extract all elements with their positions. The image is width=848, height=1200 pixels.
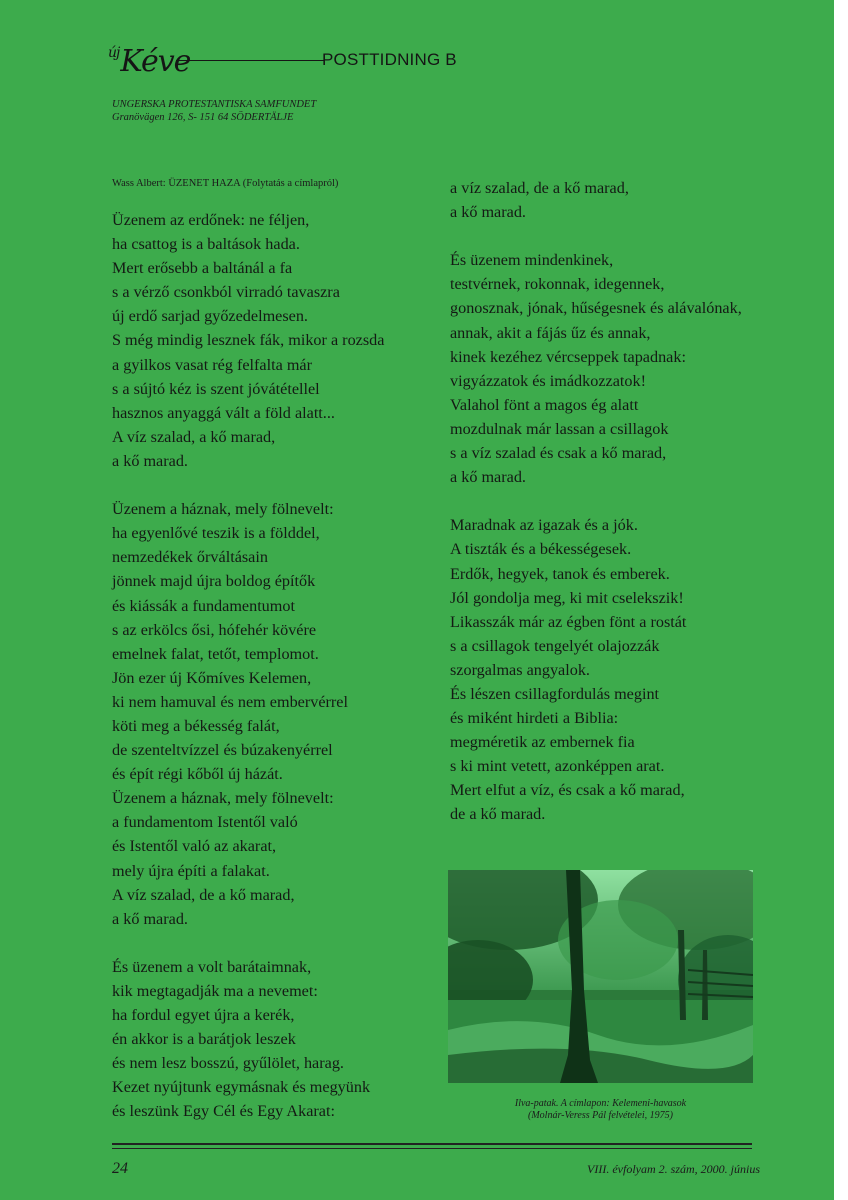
- photo-caption: [448, 1098, 753, 1122]
- poem-line: És lészen csillagfordulás megint: [450, 684, 660, 703]
- photo-caption-line1: Ilva-patak. A címlapon: Kelemeni-havasok: [514, 1098, 687, 1109]
- poem-line: Valahol fönt a magos ég alatt: [450, 395, 639, 414]
- poem-line: s a csillagok tengelyét olajozzák: [450, 636, 660, 655]
- poem-line: Üzenem az erdőnek: ne féljen,: [112, 211, 310, 229]
- poem-line: de szenteltvízzel és búzakenyérrel: [112, 741, 333, 760]
- poem-line: A víz szalad, a kő marad,: [112, 427, 276, 446]
- poem-left-column: [112, 208, 384, 1124]
- poem-line: Üzenem a háznak, mely fölnevelt:: [112, 500, 334, 519]
- poem-line: Maradnak az igazak és a jók.: [450, 516, 638, 535]
- poem-line: s ki mint vetett, azonképpen arat.: [450, 757, 665, 776]
- stanza-gap: [112, 473, 384, 497]
- poem-line: Üzenem a háznak, mely fölnevelt:: [112, 789, 334, 808]
- issue-info: VIII. évfolyam 2. szám, 2000. június: [587, 1162, 760, 1176]
- poem-line: gonosznak, jónak, hűségesnek és alávalónak,: [450, 299, 742, 318]
- poem-line: mozdulnak már lassan a csillagok: [450, 419, 669, 438]
- photo-caption-line2: (Molnár-Veress Pál felvételei, 1975): [528, 1110, 673, 1121]
- postal-label: POSTTIDNING B: [322, 50, 457, 69]
- logo: [108, 44, 190, 79]
- org-block: [112, 98, 316, 124]
- stanza-gap: [450, 224, 742, 248]
- poem-line: s a vérző csonkból virradó tavaszra: [112, 283, 340, 302]
- poem-line: Mert elfut a víz, és csak a kő marad,: [450, 781, 685, 800]
- poem-line: és épít régi kőből új házát.: [112, 765, 283, 784]
- poem-line: én akkor is a barátjok leszek: [112, 1030, 296, 1049]
- logo-main-text: Kéve: [120, 44, 191, 79]
- poem-line: Jól gondolja meg, ki mit cselekszik!: [450, 588, 684, 607]
- poem-line: s a sújtó kéz is szent jóvátétellel: [112, 379, 320, 398]
- stanza-gap: [450, 489, 742, 513]
- poem-line: mely újra építi a falakat.: [112, 861, 270, 880]
- poem-line: s az erkölcs ősi, hófehér kövére: [112, 620, 317, 639]
- footer-rule-thin: [112, 1148, 752, 1149]
- poem-line: új erdő sarjad győzedelmesen.: [112, 307, 308, 326]
- poem-line: A tiszták és a békességesek.: [450, 540, 632, 559]
- poem-line: S még mindig lesznek fák, mikor a rozsda: [112, 331, 385, 350]
- poem-line: a kő marad.: [450, 203, 526, 222]
- org-address: Granövägen 126, S- 151 64 SÖDERTÄLJE: [112, 112, 294, 123]
- poem-line: testvérnek, rokonnak, idegennek,: [450, 275, 665, 294]
- stanza-gap: [112, 931, 384, 955]
- poem-line: a fundamentom Istentől való: [112, 813, 298, 832]
- poem-line: ki nem hamuval és nem embervérrel: [112, 692, 348, 711]
- poem-line: Kezet nyújtunk egymásnak és megyünk: [112, 1078, 371, 1097]
- poem-line: Erdők, hegyek, tanok és emberek.: [450, 564, 670, 583]
- poem-line: a kő marad.: [112, 909, 188, 928]
- poem-line: ha egyenlővé teszik is a földdel,: [112, 524, 320, 543]
- poem-line: de a kő marad.: [450, 805, 546, 824]
- poem-line: szorgalmas angyalok.: [450, 660, 590, 679]
- footer-rule-thick: [112, 1143, 752, 1145]
- poem-line: megméretik az embernek fia: [450, 733, 635, 752]
- poem-line: és leszünk Egy Cél és Egy Akarat:: [112, 1102, 335, 1121]
- poem-line: és nem lesz bosszú, gyűlölet, harag.: [112, 1054, 344, 1073]
- article-byline: Wass Albert: ÜZENET HAZA (Folytatás a címlapról): [112, 178, 339, 189]
- poem-line: ha csattog is a baltások hada.: [112, 235, 300, 254]
- poem-line: Likasszák már az égben fönt a rostát: [450, 612, 687, 631]
- poem-right-column: [450, 176, 742, 827]
- poem-line: Mert erősebb a baltánál a fa: [112, 259, 293, 278]
- poem-line: nemzedékek őrváltásain: [112, 548, 268, 567]
- org-name: UNGERSKA PROTESTANTISKA SAMFUNDET: [112, 99, 317, 110]
- photo-illustration: [448, 870, 753, 1083]
- poem-line: és miként hirdeti a Biblia:: [450, 709, 619, 728]
- poem-line: s a víz szalad és csak a kő marad,: [450, 444, 667, 463]
- page-number: 24: [112, 1160, 128, 1177]
- poem-line: hasznos anyaggá vált a föld alatt...: [112, 403, 335, 422]
- poem-line: annak, akit a fájás űz és annak,: [450, 323, 651, 342]
- poem-line: és Istentől való az akarat,: [112, 837, 277, 856]
- poem-line: A víz szalad, de a kő marad,: [112, 885, 295, 904]
- poem-line: a kő marad.: [450, 468, 526, 487]
- poem-line: emelnek falat, tetőt, templomot.: [112, 644, 319, 663]
- poem-line: köti meg a békesség falát,: [112, 716, 280, 735]
- poem-line: És üzenem mindenkinek,: [450, 251, 614, 270]
- poem-line: jönnek majd újra boldog építők: [112, 572, 316, 591]
- poem-line: a kő marad.: [112, 451, 188, 470]
- poem-line: És üzenem a volt barátaimnak,: [112, 957, 312, 976]
- logo-small-text: új: [108, 45, 120, 61]
- header-rule: [176, 60, 324, 61]
- poem-line: vigyázzatok és imádkozzatok!: [450, 371, 646, 390]
- poem-line: a víz szalad, de a kő marad,: [450, 179, 629, 197]
- poem-line: kik megtagadják ma a nevemet:: [112, 982, 318, 1000]
- poem-line: ha fordul egyet újra a kerék,: [112, 1006, 295, 1025]
- poem-line: és kiássák a fundamentumot: [112, 596, 295, 615]
- poem-line: kinek kezéhez vércseppek tapadnak:: [450, 347, 686, 366]
- photo-forest-stream: [448, 870, 753, 1083]
- poem-line: a gyilkos vasat rég felfalta már: [112, 355, 313, 374]
- poem-line: Jön ezer új Kőmíves Kelemen,: [112, 668, 312, 687]
